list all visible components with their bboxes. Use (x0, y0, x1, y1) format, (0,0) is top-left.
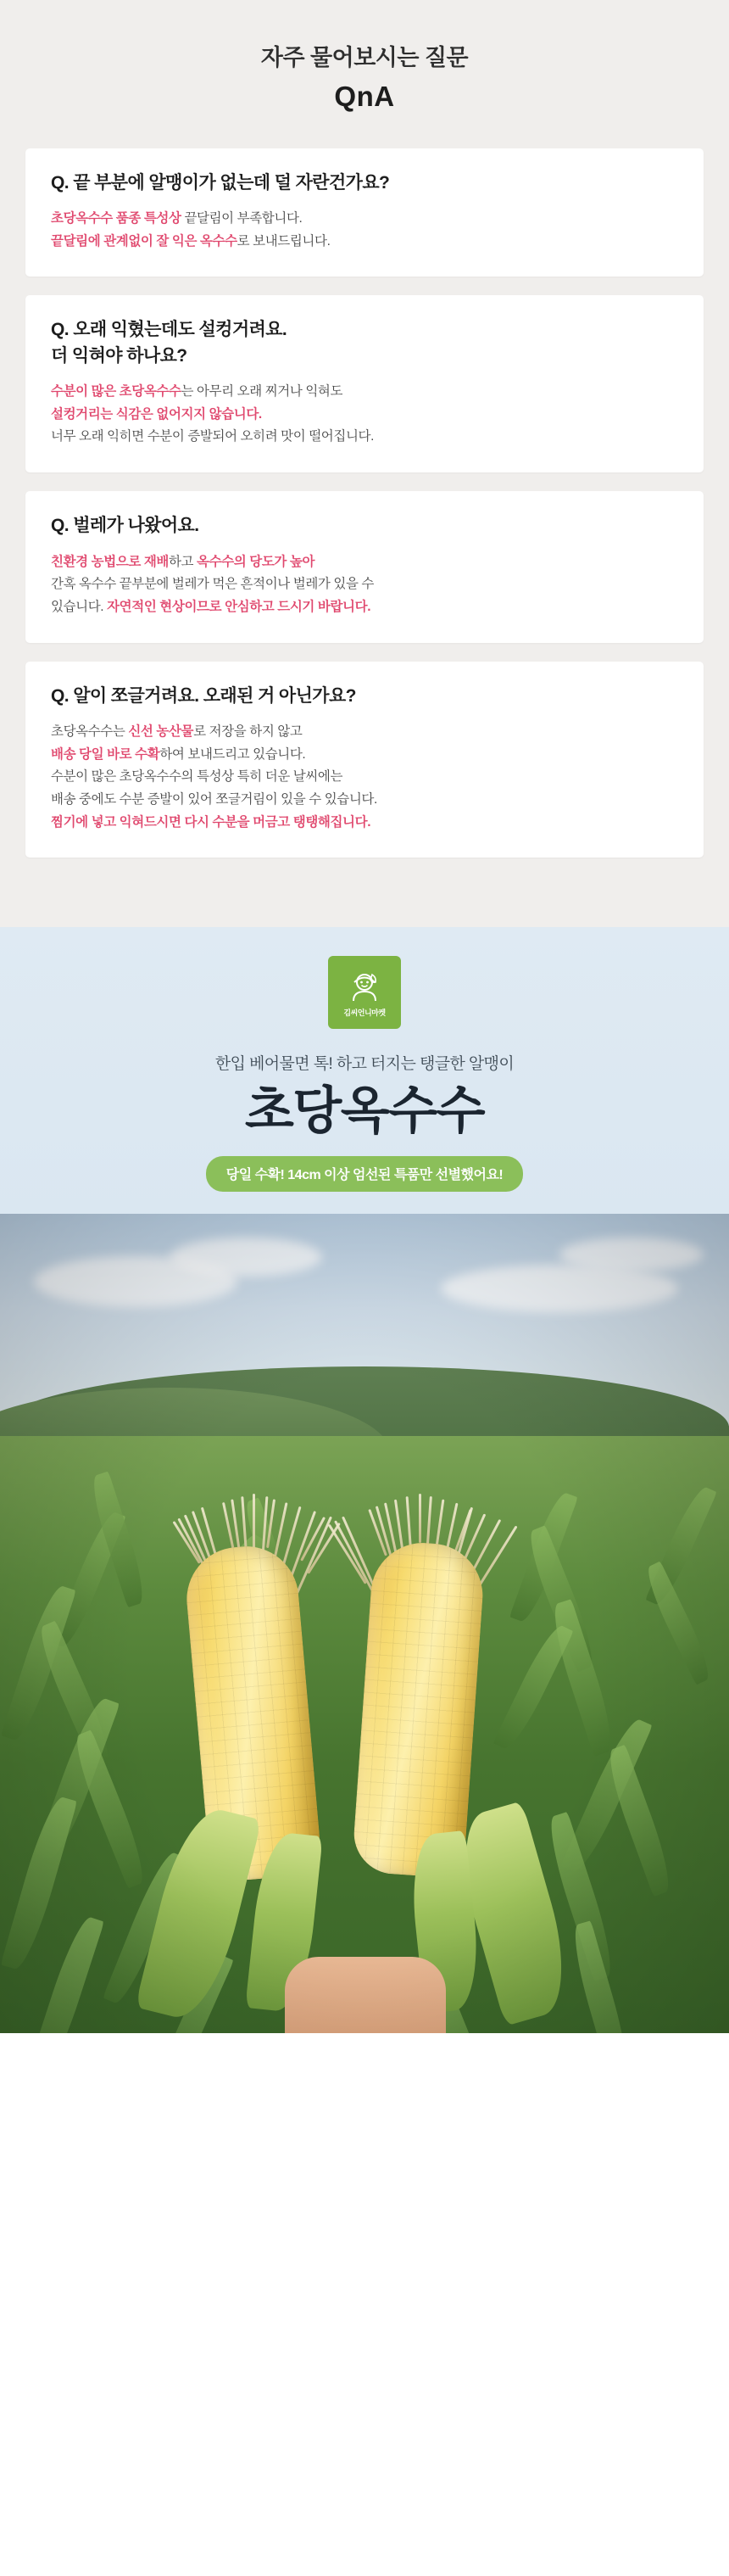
qna-answer-line (51, 426, 678, 449)
corn-field-photo (0, 1214, 729, 2033)
brand-name: 김씨언니마켓 (343, 1008, 386, 1017)
body-text: 배송 중에도 수분 증발이 있어 쪼글거림이 있을 수 있습니다. (51, 791, 377, 807)
qna-answer (51, 551, 678, 619)
qna-subtitle: 자주 물어보시는 질문 (260, 45, 469, 70)
body-text: 하고 (168, 554, 198, 569)
highlight-text: 배송 당일 바로 수확 (51, 746, 160, 762)
body-text: 하여 보내드리고 있습니다. (159, 746, 306, 762)
qna-answer-line (51, 551, 678, 574)
qna-answer-line (51, 812, 678, 835)
qna-header (25, 41, 704, 113)
qna-answer-line (51, 744, 678, 767)
qna-answer-line (51, 721, 678, 744)
qna-card (25, 662, 704, 858)
highlight-text: 옥수수의 당도가 높아 (197, 554, 315, 569)
qna-answer-line (51, 208, 678, 231)
qna-answer (51, 721, 678, 834)
qna-title: QnA (334, 80, 395, 112)
highlight-text: 초당옥수수 품종 특성상 (51, 210, 181, 226)
highlight-text: 친환경 농법으로 재배 (51, 554, 169, 569)
qna-list (25, 148, 704, 858)
hero-badge: 당일 수확! 14cm 이상 엄선된 특품만 선별했어요! (206, 1156, 524, 1192)
body-text: 너무 오래 익히면 수분이 증발되어 오히려 맛이 떨어집니다. (51, 429, 375, 444)
qna-question: Q. 오래 익혔는데도 설컹거려요. 더 익혀야 하나요? (51, 320, 287, 366)
qna-card (25, 295, 704, 472)
body-text: 간혹 옥수수 끝부분에 벌레가 먹은 흔적이나 벌레가 있을 수 (51, 577, 375, 592)
highlight-text: 끝달림에 관계없이 잘 익은 옥수수 (51, 233, 237, 249)
body-text: 초당옥수수는 (51, 724, 129, 739)
qna-answer-line (51, 231, 678, 254)
highlight-text: 수분이 많은 초당옥수수 (51, 384, 181, 400)
qna-answer-line (51, 381, 678, 404)
qna-answer-line (51, 766, 678, 789)
qna-answer (51, 208, 678, 253)
hero-section (0, 927, 729, 2033)
highlight-text: 설컹거리는 식감은 없어지지 않습니다. (51, 406, 262, 422)
qna-answer (51, 381, 678, 449)
body-text: 끝달림이 부족합니다. (181, 210, 303, 226)
body-text: 있습니다. (51, 599, 108, 614)
body-text: 수분이 많은 초당옥수수의 특성상 특히 더운 날씨에는 (51, 769, 343, 785)
body-text: 는 아무리 오래 찌거나 익혀도 (181, 384, 343, 400)
body-text: 로 보내드립니다. (237, 233, 331, 249)
qna-answer-line (51, 789, 678, 812)
hero-tagline: 한입 베어물면 톡! 하고 터지는 탱글한 알맹이 (214, 1055, 515, 1074)
qna-answer-line (51, 596, 678, 619)
qna-answer-line (51, 404, 678, 427)
hero-title: 초당옥수수 (244, 1082, 485, 1140)
qna-card (25, 148, 704, 277)
qna-answer-line (51, 573, 678, 596)
qna-question: Q. 알이 쪼글거려요. 오래된 거 아닌가요? (51, 685, 356, 706)
highlight-text: 찜기에 넣고 익혀드시면 다시 수분을 머금고 탱탱해집니다. (51, 814, 371, 830)
farmer-girl-icon (328, 956, 401, 1029)
qna-card (25, 491, 704, 642)
body-text: 로 저장을 하지 않고 (193, 724, 303, 739)
photo-vignette (0, 1214, 729, 2033)
qna-section (0, 0, 729, 927)
qna-question: Q. 벌레가 나왔어요. (51, 516, 199, 536)
highlight-text: 자연적인 현상이므로 안심하고 드시기 바랍니다. (107, 599, 371, 614)
qna-question: Q. 끝 부분에 알맹이가 없는데 덜 자란건가요? (51, 172, 390, 193)
highlight-text: 신선 농산물 (128, 724, 194, 739)
